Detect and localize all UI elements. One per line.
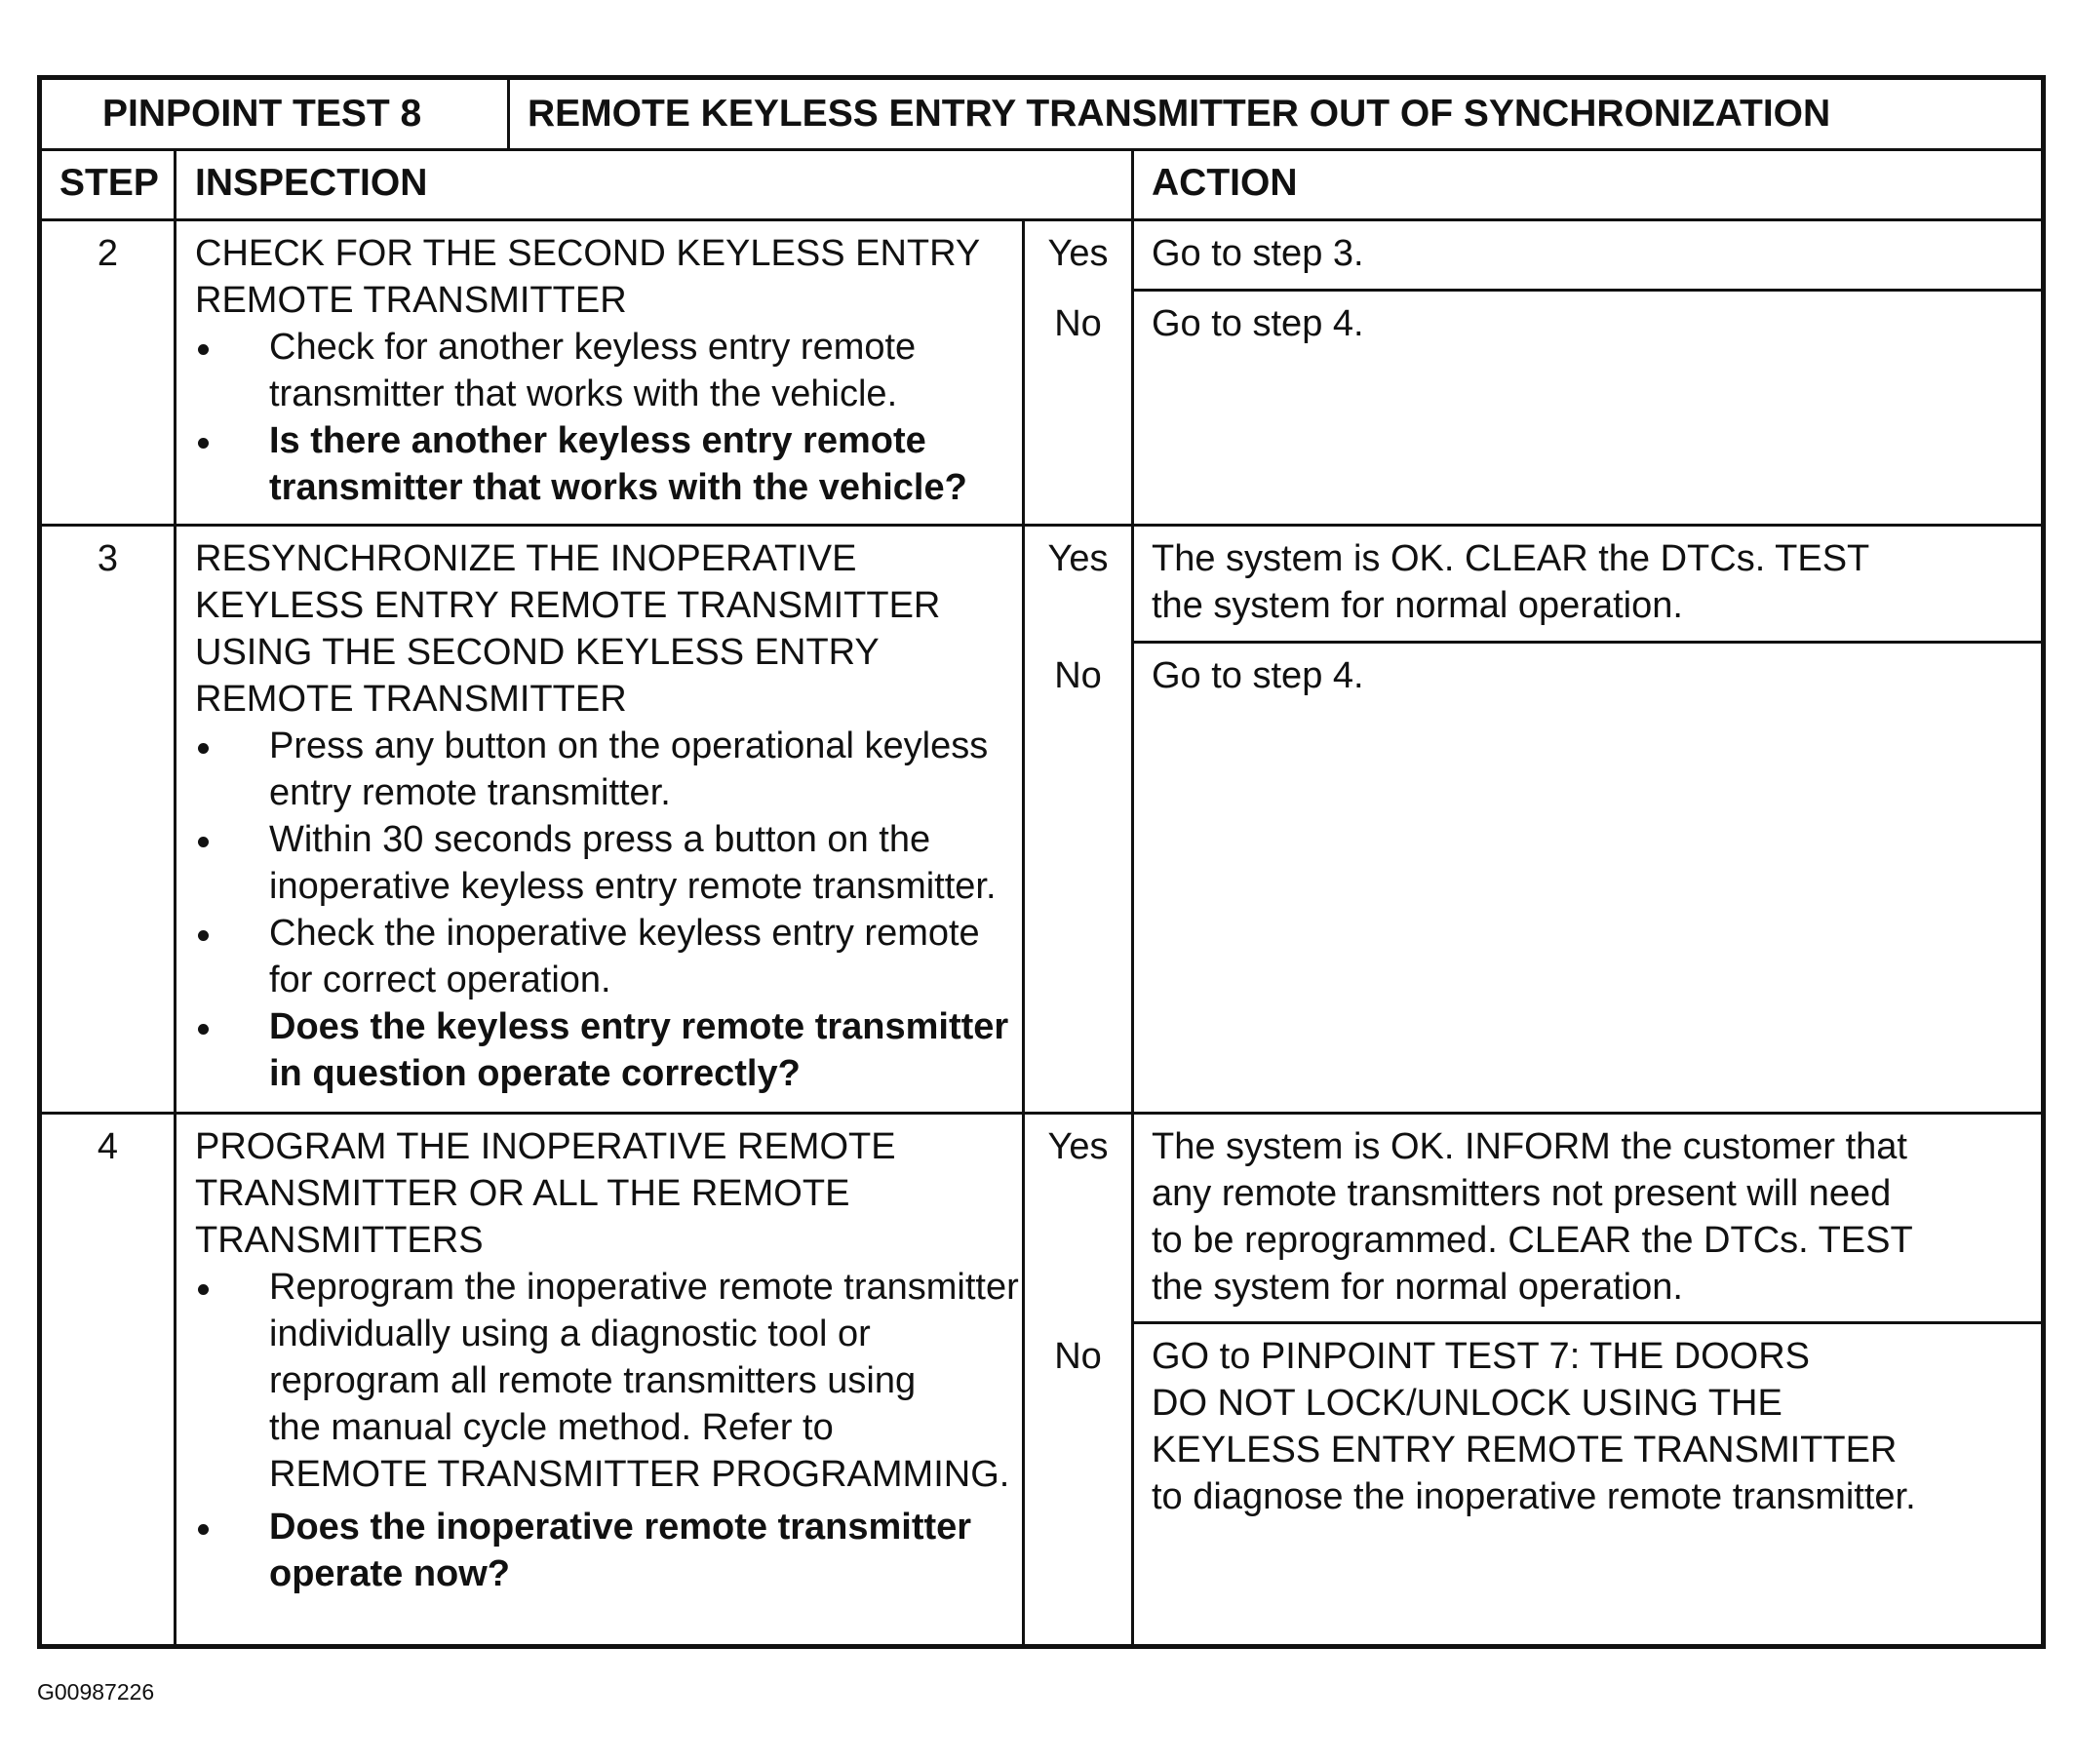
bullet-line: transmitter that works with the vehicle? — [269, 467, 967, 508]
step-number: 3 — [97, 538, 119, 579]
bullet-item — [195, 816, 1008, 910]
no-action — [1152, 1333, 1916, 1520]
inspection-title-line: TRANSMITTERS — [195, 1220, 484, 1261]
action-line: KEYLESS ENTRY REMOTE TRANSMITTER — [1152, 1430, 1898, 1470]
action-line: the system for normal operation. — [1152, 1267, 1683, 1308]
rule-row4-yes-no — [1131, 1321, 2041, 1324]
inspection-title-line: PROGRAM THE INOPERATIVE REMOTE — [195, 1126, 896, 1167]
action-line: DO NOT LOCK/UNLOCK USING THE — [1152, 1383, 1782, 1424]
bullet-line: transmitter that works with the vehicle. — [269, 373, 898, 414]
bullet-line: Does the keyless entry remote transmitter — [269, 1006, 1009, 1047]
pinpoint-test-table — [37, 75, 2046, 1649]
action-line: Go to step 4. — [1152, 303, 1364, 344]
action-line: The system is OK. CLEAR the DTCs. TEST — [1152, 538, 1870, 579]
bullet-item — [195, 723, 1008, 816]
yes-action — [1152, 230, 1364, 277]
bullet-line: the manual cycle method. Refer to — [269, 1407, 834, 1448]
rule-yesno-divider — [1022, 218, 1025, 1644]
rule-title-divider — [507, 80, 510, 148]
test-title: REMOTE KEYLESS ENTRY TRANSMITTER OUT OF SYNCHRONIZATION — [528, 93, 1831, 135]
action-line: to diagnose the inoperative remote transmitter. — [1152, 1476, 1916, 1517]
no-action — [1152, 652, 1364, 699]
bullet-line: entry remote transmitter. — [269, 772, 671, 813]
no-action — [1152, 300, 1364, 347]
inspection-title — [195, 230, 980, 324]
step-number: 2 — [97, 233, 119, 274]
bullet-line: for correct operation. — [269, 960, 611, 1000]
bullet-line: Check the inoperative keyless entry remote — [269, 913, 980, 954]
inspection-title-line: USING THE SECOND KEYLESS ENTRY — [195, 632, 880, 673]
figure-id: G00987226 — [37, 1679, 155, 1705]
action-line: the system for normal operation. — [1152, 585, 1683, 626]
rule-action-divider — [1131, 148, 1134, 1644]
bullet-line: inoperative keyless entry remote transmitter. — [269, 866, 997, 907]
rule-columns-bottom — [42, 218, 2041, 221]
bullet-item — [195, 1264, 1019, 1498]
yes-label: Yes — [1047, 233, 1109, 274]
bullet-line: Is there another keyless entry remote — [269, 420, 926, 461]
inspection-title-line: RESYNCHRONIZE THE INOPERATIVE — [195, 538, 857, 579]
rule-row2-bottom — [42, 524, 2041, 527]
inspection-bullets — [195, 723, 1008, 1097]
bullet-line: Press any button on the operational keyless — [269, 725, 989, 766]
bullet-line: Check for another keyless entry remote — [269, 327, 917, 368]
inspection-title-line: REMOTE TRANSMITTER — [195, 679, 627, 720]
inspection-bullets — [195, 1264, 1019, 1597]
step-number: 4 — [97, 1126, 119, 1167]
bullet-question — [195, 417, 967, 511]
rule-title-bottom — [42, 148, 2041, 151]
inspection-bullets — [195, 324, 967, 511]
action-line: Go to step 3. — [1152, 233, 1364, 274]
bullet-item — [195, 910, 1008, 1003]
inspection-title — [195, 535, 940, 723]
yes-label: Yes — [1047, 1126, 1109, 1167]
bullet-line: Within 30 seconds press a button on the — [269, 819, 931, 860]
no-label: No — [1054, 303, 1102, 344]
rule-row3-yes-no — [1131, 641, 2041, 644]
inspection-title-line: REMOTE TRANSMITTER — [195, 280, 627, 321]
bullet-question — [195, 1504, 1019, 1597]
bullet-question — [195, 1003, 1008, 1097]
bullet-line: Reprogram the inoperative remote transmitter — [269, 1267, 1019, 1308]
rule-row2-yes-no — [1131, 289, 2041, 292]
yes-action — [1152, 535, 1869, 629]
bullet-line: REMOTE TRANSMITTER PROGRAMMING. — [269, 1454, 1010, 1495]
rule-step-divider — [174, 148, 176, 1644]
bullet-item — [195, 324, 967, 417]
action-line: The system is OK. INFORM the customer that — [1152, 1126, 1907, 1167]
inspection-title — [195, 1123, 896, 1264]
bullet-line: Does the inoperative remote transmitter — [269, 1507, 972, 1548]
action-line: to be reprogrammed. CLEAR the DTCs. TEST — [1152, 1220, 1913, 1261]
rule-row3-bottom — [42, 1112, 2041, 1115]
bullet-line: in question operate correctly? — [269, 1053, 801, 1094]
inspection-title-line: CHECK FOR THE SECOND KEYLESS ENTRY — [195, 233, 981, 274]
action-line: Go to step 4. — [1152, 655, 1364, 696]
action-line: any remote transmitters not present will need — [1152, 1173, 1892, 1214]
yes-action — [1152, 1123, 1913, 1311]
bullet-line: individually using a diagnostic tool or — [269, 1313, 871, 1354]
no-label: No — [1054, 1336, 1102, 1377]
yes-label: Yes — [1047, 538, 1109, 579]
column-header-inspection: INSPECTION — [195, 162, 428, 204]
test-label: PINPOINT TEST 8 — [102, 93, 422, 135]
action-line: GO to PINPOINT TEST 7: THE DOORS — [1152, 1336, 1811, 1377]
bullet-line: reprogram all remote transmitters using — [269, 1360, 917, 1401]
no-label: No — [1054, 655, 1102, 696]
inspection-title-line: TRANSMITTER OR ALL THE REMOTE — [195, 1173, 850, 1214]
column-header-step: STEP — [59, 162, 159, 204]
inspection-title-line: KEYLESS ENTRY REMOTE TRANSMITTER — [195, 585, 941, 626]
bullet-line: operate now? — [269, 1553, 511, 1594]
column-header-action: ACTION — [1152, 162, 1298, 204]
